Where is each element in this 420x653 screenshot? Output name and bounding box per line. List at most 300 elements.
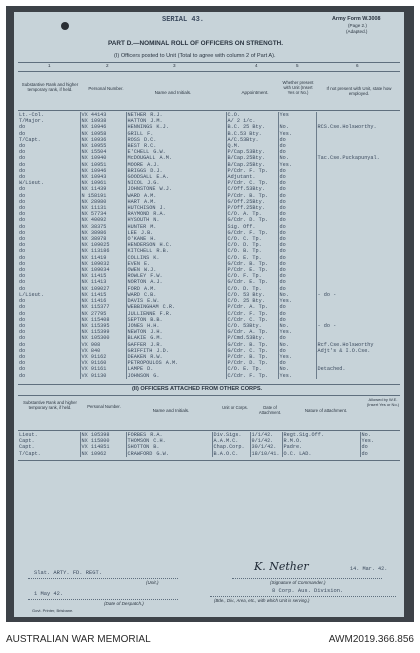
- officer-rank: do: [19, 186, 26, 193]
- officer-number: VX 91160: [80, 360, 126, 366]
- attached-name: FORBES: [127, 432, 147, 438]
- officer-initials: D.: [147, 366, 154, 373]
- officer-number: VX 840: [80, 348, 126, 354]
- officer-appt: C/O. D. Tp.: [226, 286, 278, 292]
- officer-number: NX 38978: [80, 236, 126, 242]
- officer-number: NX 38375: [80, 224, 126, 230]
- officer-rank: do: [19, 366, 26, 373]
- officers-table: [18, 112, 400, 379]
- attached-nature: Padre.: [282, 444, 360, 450]
- col-number: 5: [296, 63, 299, 68]
- officer-rank: do: [19, 167, 26, 174]
- officer-present: do: [278, 242, 316, 248]
- officer-appt: P/Off.25Bty.: [226, 205, 278, 211]
- officer-number: NX 10955: [80, 143, 126, 149]
- officer-name: GRIFFITH: [127, 347, 153, 354]
- att-header-name: Name and Initials.: [152, 408, 190, 413]
- rule: [28, 599, 178, 600]
- officer-present: do: [278, 199, 316, 205]
- officer-rank: do: [19, 174, 26, 181]
- attached-number: NX 115800: [80, 438, 126, 444]
- officer-number: VX 91161: [80, 366, 126, 372]
- officer-rank: do: [19, 149, 26, 156]
- officer-name: FORD: [127, 285, 140, 292]
- officer-initials: K.J.: [156, 124, 169, 131]
- attached-allowed: do: [360, 444, 400, 450]
- officer-initials: D.C.: [143, 136, 157, 143]
- attached-allowed: Yes.: [360, 438, 400, 444]
- att-header-nature: Nature of attachment.: [304, 408, 348, 413]
- officer-name: HYSOUTH: [127, 217, 150, 224]
- officer-initials: R.C.: [143, 143, 157, 150]
- officer-name: PETROPOULOS: [127, 360, 162, 367]
- officer-number: NX 10958: [80, 131, 126, 137]
- officer-number: NX 10951: [80, 162, 126, 168]
- officer-initials: C.B.: [143, 291, 157, 298]
- officer-rank: do: [19, 353, 26, 360]
- officer-initials: G.W.: [153, 149, 166, 156]
- officer-initials: K.: [153, 254, 160, 261]
- officer-initials: A.M.: [143, 285, 157, 292]
- signature-label: (Signature of Commander.): [270, 580, 326, 585]
- officer-number: NX 109032: [80, 261, 126, 267]
- officer-present: do: [278, 224, 316, 230]
- attached-number: NX 105398: [80, 432, 126, 438]
- officer-number: NX 11439: [80, 186, 126, 192]
- officer-number: NX 105300: [80, 335, 126, 341]
- attached-rank: Capt.: [19, 438, 35, 445]
- dated: 14. Mar. 42.: [350, 566, 388, 572]
- officer-rank: T/Capt.: [19, 136, 41, 143]
- officer-note: - do -: [316, 292, 400, 298]
- officer-initials: A.J.: [150, 279, 163, 286]
- col-number: 3: [173, 63, 176, 68]
- officer-initials: A.M.: [159, 155, 172, 162]
- officer-present: do: [278, 335, 316, 341]
- officer-appt: C/O. 25 Bty.: [226, 298, 278, 304]
- page-number: (Page 2.): [348, 23, 367, 28]
- officer-present: do: [278, 205, 316, 211]
- header-present: Whether present with Unit (Insert Yes or No.): [282, 80, 314, 95]
- officer-appt: G/Cdr. B. Tp.: [226, 342, 278, 348]
- officer-number: NX 11413: [80, 279, 126, 285]
- officer-appt: C/O. D. Tp.: [226, 242, 278, 248]
- officer-initials: F.W.: [150, 273, 163, 280]
- officer-number: NX 10946: [80, 124, 126, 130]
- officer-present: do: [278, 186, 316, 192]
- officer-name: LAMPE: [127, 366, 144, 373]
- officer-appt: C/Cdr. F. Tp.: [226, 311, 278, 317]
- officer-appt: C/O. C. Tp.: [226, 236, 278, 242]
- officer-present: No.: [278, 366, 316, 372]
- officer-name: GAFFER: [127, 341, 147, 348]
- officer-present: do: [278, 217, 316, 223]
- officer-number: NX 11416: [80, 298, 126, 304]
- station-unit: Slat. ARTY. FD. REGT.: [34, 570, 102, 576]
- officer-rank: W/Lieut.: [19, 180, 44, 187]
- officer-present: No.: [278, 342, 316, 348]
- officer-number: NX 10940: [80, 155, 126, 161]
- attached-unit: B.A.O.C.: [212, 451, 250, 457]
- officer-number: NX 10946: [80, 168, 126, 174]
- officer-name: LEE: [127, 229, 137, 236]
- officer-rank: do: [19, 341, 26, 348]
- officer-appt: G/Cdr. A. Tp.: [226, 329, 278, 335]
- officer-initials: H.H.: [147, 322, 160, 329]
- officer-number: VX 91162: [80, 354, 126, 360]
- officer-note: [316, 373, 400, 379]
- officer-rank: do: [19, 310, 26, 317]
- despatch-label: (Date of Despatch.): [104, 601, 144, 606]
- adapted-note: (Adapted.): [346, 29, 368, 34]
- officer-appt: C/O. E. Tp.: [226, 366, 278, 372]
- officer-initials: J.M.: [150, 118, 163, 125]
- officer-initials: J.B.: [140, 229, 154, 236]
- officer-present: do: [278, 168, 316, 174]
- division: 8 Corp. Aus. Division.: [272, 588, 344, 594]
- officer-initials: R.A.: [153, 211, 166, 218]
- officer-name: O'KANE: [127, 236, 147, 243]
- officer-number: NX 10943: [80, 174, 126, 180]
- officer-note: - do -: [316, 323, 400, 329]
- officer-name: OWEN: [127, 267, 140, 274]
- officer-name: GRILL: [127, 130, 144, 137]
- officer-appt: Q.M.: [226, 143, 278, 149]
- officer-name: HENNINGS: [127, 124, 153, 131]
- attached-date: 9/1/42.: [250, 438, 282, 444]
- officer-number: NX 109034: [80, 267, 126, 273]
- officer-appt: C/O. F. Tp.: [226, 273, 278, 279]
- officer-present: do: [278, 248, 316, 254]
- officer-rank: do: [19, 279, 26, 286]
- serial-number: SERIAL 43.: [162, 16, 205, 24]
- officer-name: KITCHELL: [127, 248, 153, 255]
- officer-name: MOORE: [127, 161, 144, 168]
- header-appointment: Appointment.: [241, 90, 269, 95]
- officer-name: JULLIENNE: [127, 310, 156, 317]
- officer-initials: R.J.: [150, 112, 163, 118]
- attached-rank: Lieut.: [19, 432, 38, 438]
- officer-appt: P/Cdr. B. Tp.: [226, 354, 278, 360]
- officer-initials: W.J.: [159, 186, 172, 193]
- officer-rank: do: [19, 192, 26, 199]
- officer-appt: G/Off.25Bty.: [226, 199, 278, 205]
- officer-present: do: [278, 193, 316, 199]
- officer-rank: do: [19, 229, 26, 236]
- officer-present: do: [278, 360, 316, 366]
- officer-present: do: [278, 211, 316, 217]
- officer-present: Yes.: [278, 354, 316, 360]
- officer-initials: H.: [150, 236, 157, 243]
- attached-initials: C.H.: [153, 438, 166, 445]
- officer-rank: do: [19, 161, 26, 168]
- officer-present: do: [278, 230, 316, 236]
- officer-number: NX 10936: [80, 137, 126, 143]
- officer-initials: J.D.: [156, 347, 169, 354]
- officer-rank: do: [19, 248, 26, 255]
- officer-rank: do: [19, 273, 26, 280]
- officer-initials: E.A.: [156, 174, 169, 181]
- officer-present: do: [278, 317, 316, 323]
- officer-number: NX 10938: [80, 118, 126, 124]
- rule: [18, 460, 400, 461]
- officer-present: Yes.: [278, 298, 316, 304]
- officer-rank: do: [19, 360, 26, 367]
- attached-date: 1/1/42.: [250, 432, 282, 438]
- officer-rank: do: [19, 130, 26, 137]
- officer-appt: P/Cdr. E. Tp.: [226, 267, 278, 273]
- officer-rank: do: [19, 211, 26, 218]
- col-number: 4: [255, 63, 258, 68]
- attached-row: [18, 451, 400, 457]
- officer-initials: A.M.: [143, 198, 157, 205]
- officer-number: NX 115395: [80, 323, 126, 329]
- officer-name: HATTON: [127, 118, 147, 125]
- officer-initials: J.R.: [150, 341, 163, 348]
- officer-note: Adjt's & I.O.Cse.: [316, 348, 400, 354]
- officer-name: ROWLEY: [127, 273, 147, 280]
- officer-name: NETHER: [127, 112, 147, 118]
- officer-present: No.: [278, 124, 316, 130]
- officer-name: RAYMOND: [127, 211, 150, 218]
- attached-initials: R.A.: [150, 432, 163, 438]
- officer-appt: C/O. A. Tp.: [226, 211, 278, 217]
- officer-appt: P/Cap.53Bty.: [226, 149, 278, 155]
- officer-name: DAVIS: [127, 298, 144, 305]
- section1-title: (I) Officers posted to Unit (Total to agree with column 2 of Part A).: [114, 53, 276, 59]
- officer-number: NX 38986: [80, 230, 126, 236]
- attached-date: 30/1/42.: [250, 444, 282, 450]
- officer-appt: C/O. 53 Bty.: [226, 292, 278, 298]
- officer-present: do: [278, 149, 316, 155]
- officer-name: SEPTON: [127, 316, 147, 323]
- officer-note: Rcf.Cse.Holsworthy: [316, 342, 400, 348]
- officer-appt: G/Cdr. D. Tp.: [226, 217, 278, 223]
- att-header-date: Date of Attachment.: [258, 405, 282, 415]
- officer-note: Tac.Cse.Puckapunyal.: [316, 155, 400, 161]
- officer-number: NX 109025: [80, 242, 126, 248]
- officer-number: N 158191: [80, 193, 126, 199]
- attached-unit: Div.Sigs.: [212, 432, 250, 438]
- header-number: Personal Number.: [88, 86, 124, 91]
- section2-title: (II) OFFICERS ATTACHED FROM OTHER CORPS.: [132, 386, 263, 392]
- col-number: 6: [356, 63, 359, 68]
- officer-rank: do: [19, 285, 26, 292]
- officer-present: No.: [278, 155, 316, 161]
- printer-imprint: Govt. Printer, Brisbane.: [32, 608, 74, 613]
- despatch-date: 1 May 42.: [34, 591, 64, 597]
- officer-rank: do: [19, 242, 26, 249]
- officer-number: NX 57734: [80, 211, 126, 217]
- officer-present: No.: [278, 292, 316, 298]
- officer-name: HUTCHISON: [127, 205, 156, 212]
- officer-initials: F.R.: [159, 310, 172, 317]
- column-number-row: [18, 63, 400, 71]
- officer-rank: do: [19, 254, 26, 261]
- officer-note: Detached.: [316, 366, 400, 372]
- officer-rank: do: [19, 329, 26, 336]
- officer-initials: D.J.: [150, 167, 163, 174]
- officer-number: NX 28980: [80, 199, 126, 205]
- rule: [18, 384, 400, 385]
- rule: [18, 110, 400, 111]
- officer-present: Yes.: [278, 131, 316, 137]
- officer-initials: H.C.: [159, 242, 172, 249]
- officer-appt: C/O. E. Tp.: [226, 255, 278, 261]
- officer-appt: P/Cmd.53Bty.: [226, 335, 278, 341]
- officer-present: do: [278, 304, 316, 310]
- officer-rank: do: [19, 198, 26, 205]
- att-header-rank: Substantive Rank and higher temporary rank, if held.: [23, 400, 77, 410]
- rule: [232, 578, 382, 579]
- officer-present: No.: [278, 323, 316, 329]
- officer-name: NORTON: [127, 279, 147, 286]
- attached-name: THOMSON: [127, 438, 150, 445]
- attached-allowed: No.: [360, 432, 400, 438]
- officer-appt: P/Cdr. F. Tp.: [226, 168, 278, 174]
- rule: [210, 596, 396, 597]
- officer-present: do: [278, 137, 316, 143]
- officer-appt: G/Cdr. E. Tp.: [226, 279, 278, 285]
- officer-initials: F.: [147, 130, 154, 137]
- officer-name: HUNTER: [127, 223, 147, 230]
- bde-label: (Bde., Div., Area, etc., with which Unit is serving.): [214, 598, 310, 603]
- attached-name: [126, 451, 212, 457]
- officer-initials: G.M.: [150, 335, 163, 342]
- commander-signature: K. Nether: [254, 560, 309, 573]
- officer-number: NX 11415: [80, 273, 126, 279]
- officer-initials: J.: [159, 205, 166, 212]
- caption-left: AUSTRALIAN WAR MEMORIAL: [6, 634, 151, 645]
- header-name: Name and Initials.: [154, 90, 192, 95]
- attached-nature: Regt.Sig.Off.: [282, 432, 360, 438]
- officer-appt: C/Off.53Bty.: [226, 186, 278, 192]
- officer-appt: Adjutant.: [226, 174, 278, 180]
- officer-initials: E.W.: [147, 298, 160, 305]
- officer-initials: G.: [153, 372, 160, 379]
- officer-name: WARD: [127, 291, 140, 298]
- officer-present: do: [278, 273, 316, 279]
- officer-name: COLLINS: [127, 254, 150, 261]
- officer-initials: J.H.: [150, 329, 163, 336]
- officer-initials: B.B.: [150, 316, 163, 323]
- attached-initials: B.: [153, 444, 160, 451]
- officer-appt: P/Cdr. B. Tp.: [226, 193, 278, 199]
- officer-name: WARD: [127, 192, 140, 199]
- officer-present: do: [278, 261, 316, 267]
- officer-appt: C.O.: [226, 112, 278, 118]
- officer-rank: do: [19, 267, 26, 274]
- attached-initials: G.W.: [156, 450, 169, 457]
- officer-initials: W.J.: [143, 267, 157, 274]
- officer-rank: do: [19, 223, 26, 230]
- officer-rank: do: [19, 322, 26, 329]
- officer-initials: A.M.: [143, 192, 157, 199]
- attached-nature: O.C. LAD.: [282, 451, 360, 457]
- officer-name: JOHNSON: [127, 372, 150, 379]
- officer-present: do: [278, 236, 316, 242]
- col-number: 2: [106, 63, 109, 68]
- officer-number: VX 91130: [80, 373, 126, 379]
- attached-header-row: [18, 396, 400, 430]
- officer-rank: do: [19, 304, 26, 311]
- officer-appt: B/Cap.25Bty.: [226, 155, 278, 161]
- attached-rank: T/Capt.: [19, 450, 41, 457]
- officer-name: JONES: [127, 322, 144, 329]
- officer-name: NEWTON: [127, 329, 147, 336]
- officer-present: Yes: [278, 112, 316, 118]
- punch-hole: [61, 22, 69, 30]
- officer-appt: G/Cdr. B. Tp.: [226, 261, 278, 267]
- officer-appt: C/Cdr. F. Tp.: [226, 373, 278, 379]
- attached-date: 18/10/41.: [250, 451, 282, 457]
- officer-name: HART: [127, 198, 140, 205]
- officer-present: do: [278, 279, 316, 285]
- officer-row: [18, 373, 400, 379]
- officer-initials: C.R.: [162, 304, 176, 311]
- attached-number: NX 10962: [80, 451, 126, 457]
- officer-rank: do: [19, 316, 26, 323]
- attached-unit: A.A.M.C.: [212, 438, 250, 444]
- officer-number: NX 113186: [80, 248, 126, 254]
- officer-rank: do: [19, 347, 26, 354]
- rule: [28, 578, 178, 579]
- officer-number: NX 11131: [80, 205, 126, 211]
- header-rank: Substantive Rank and higher temporary rank, if held.: [21, 82, 79, 93]
- officer-present: Yes.: [278, 162, 316, 168]
- attached-number: VX 114851: [80, 444, 126, 450]
- officer-rank: do: [19, 124, 26, 131]
- attached-name: SHOTTON: [127, 444, 150, 451]
- officer-initials: E.: [143, 260, 151, 267]
- officer-name: ROSS: [127, 136, 140, 143]
- officer-appt: B.C. 25 Bty.: [226, 124, 278, 130]
- officer-present: do: [278, 143, 316, 149]
- officer-appt: P/Cdr. A. Tp.: [226, 304, 278, 310]
- officer-appt: G/Cdr. F. Tp.: [226, 230, 278, 236]
- officer-rank: do: [19, 205, 26, 212]
- officer-rank: do: [19, 236, 26, 243]
- officer-appt: A/C.53Bty.: [226, 137, 278, 143]
- officer-name: E'CHELL: [127, 149, 150, 156]
- officer-number: VX 908: [80, 342, 126, 348]
- officer-initials: N.: [153, 217, 160, 224]
- officer-appt: Sig. Off.: [226, 224, 278, 230]
- caption-bar: [0, 628, 420, 653]
- att-header-allowed: Allowed by W.E. (Insert Yes or No.): [366, 397, 400, 407]
- officer-present: do: [278, 286, 316, 292]
- officer-appt: G/Cdr. C. Tp.: [226, 348, 278, 354]
- officer-number: NX 115408: [80, 317, 126, 323]
- officer-name: BEST: [127, 143, 140, 150]
- attached-unit: Chap.Corp.: [212, 444, 250, 450]
- officer-appt: A/ 2 i/c.: [226, 118, 278, 124]
- officer-initials: J.G.: [147, 180, 160, 187]
- officer-number: NX 15504: [80, 149, 126, 155]
- officer-name: GOODSALL: [127, 174, 153, 181]
- header-employment: If not present with Unit, state how employed.: [326, 86, 392, 97]
- officer-name: JOHNSTONE: [127, 186, 156, 193]
- officer-initials: R.B.: [156, 248, 169, 255]
- attached-table: [18, 432, 400, 457]
- officer-name: BRIGGS: [127, 167, 147, 174]
- col-number: 1: [48, 63, 51, 68]
- officer-name: [126, 373, 226, 379]
- officer-present: do: [278, 255, 316, 261]
- officer-present: do: [278, 180, 316, 186]
- officer-rank: do: [19, 143, 26, 150]
- officer-appt: C/O. B. Tp.: [226, 248, 278, 254]
